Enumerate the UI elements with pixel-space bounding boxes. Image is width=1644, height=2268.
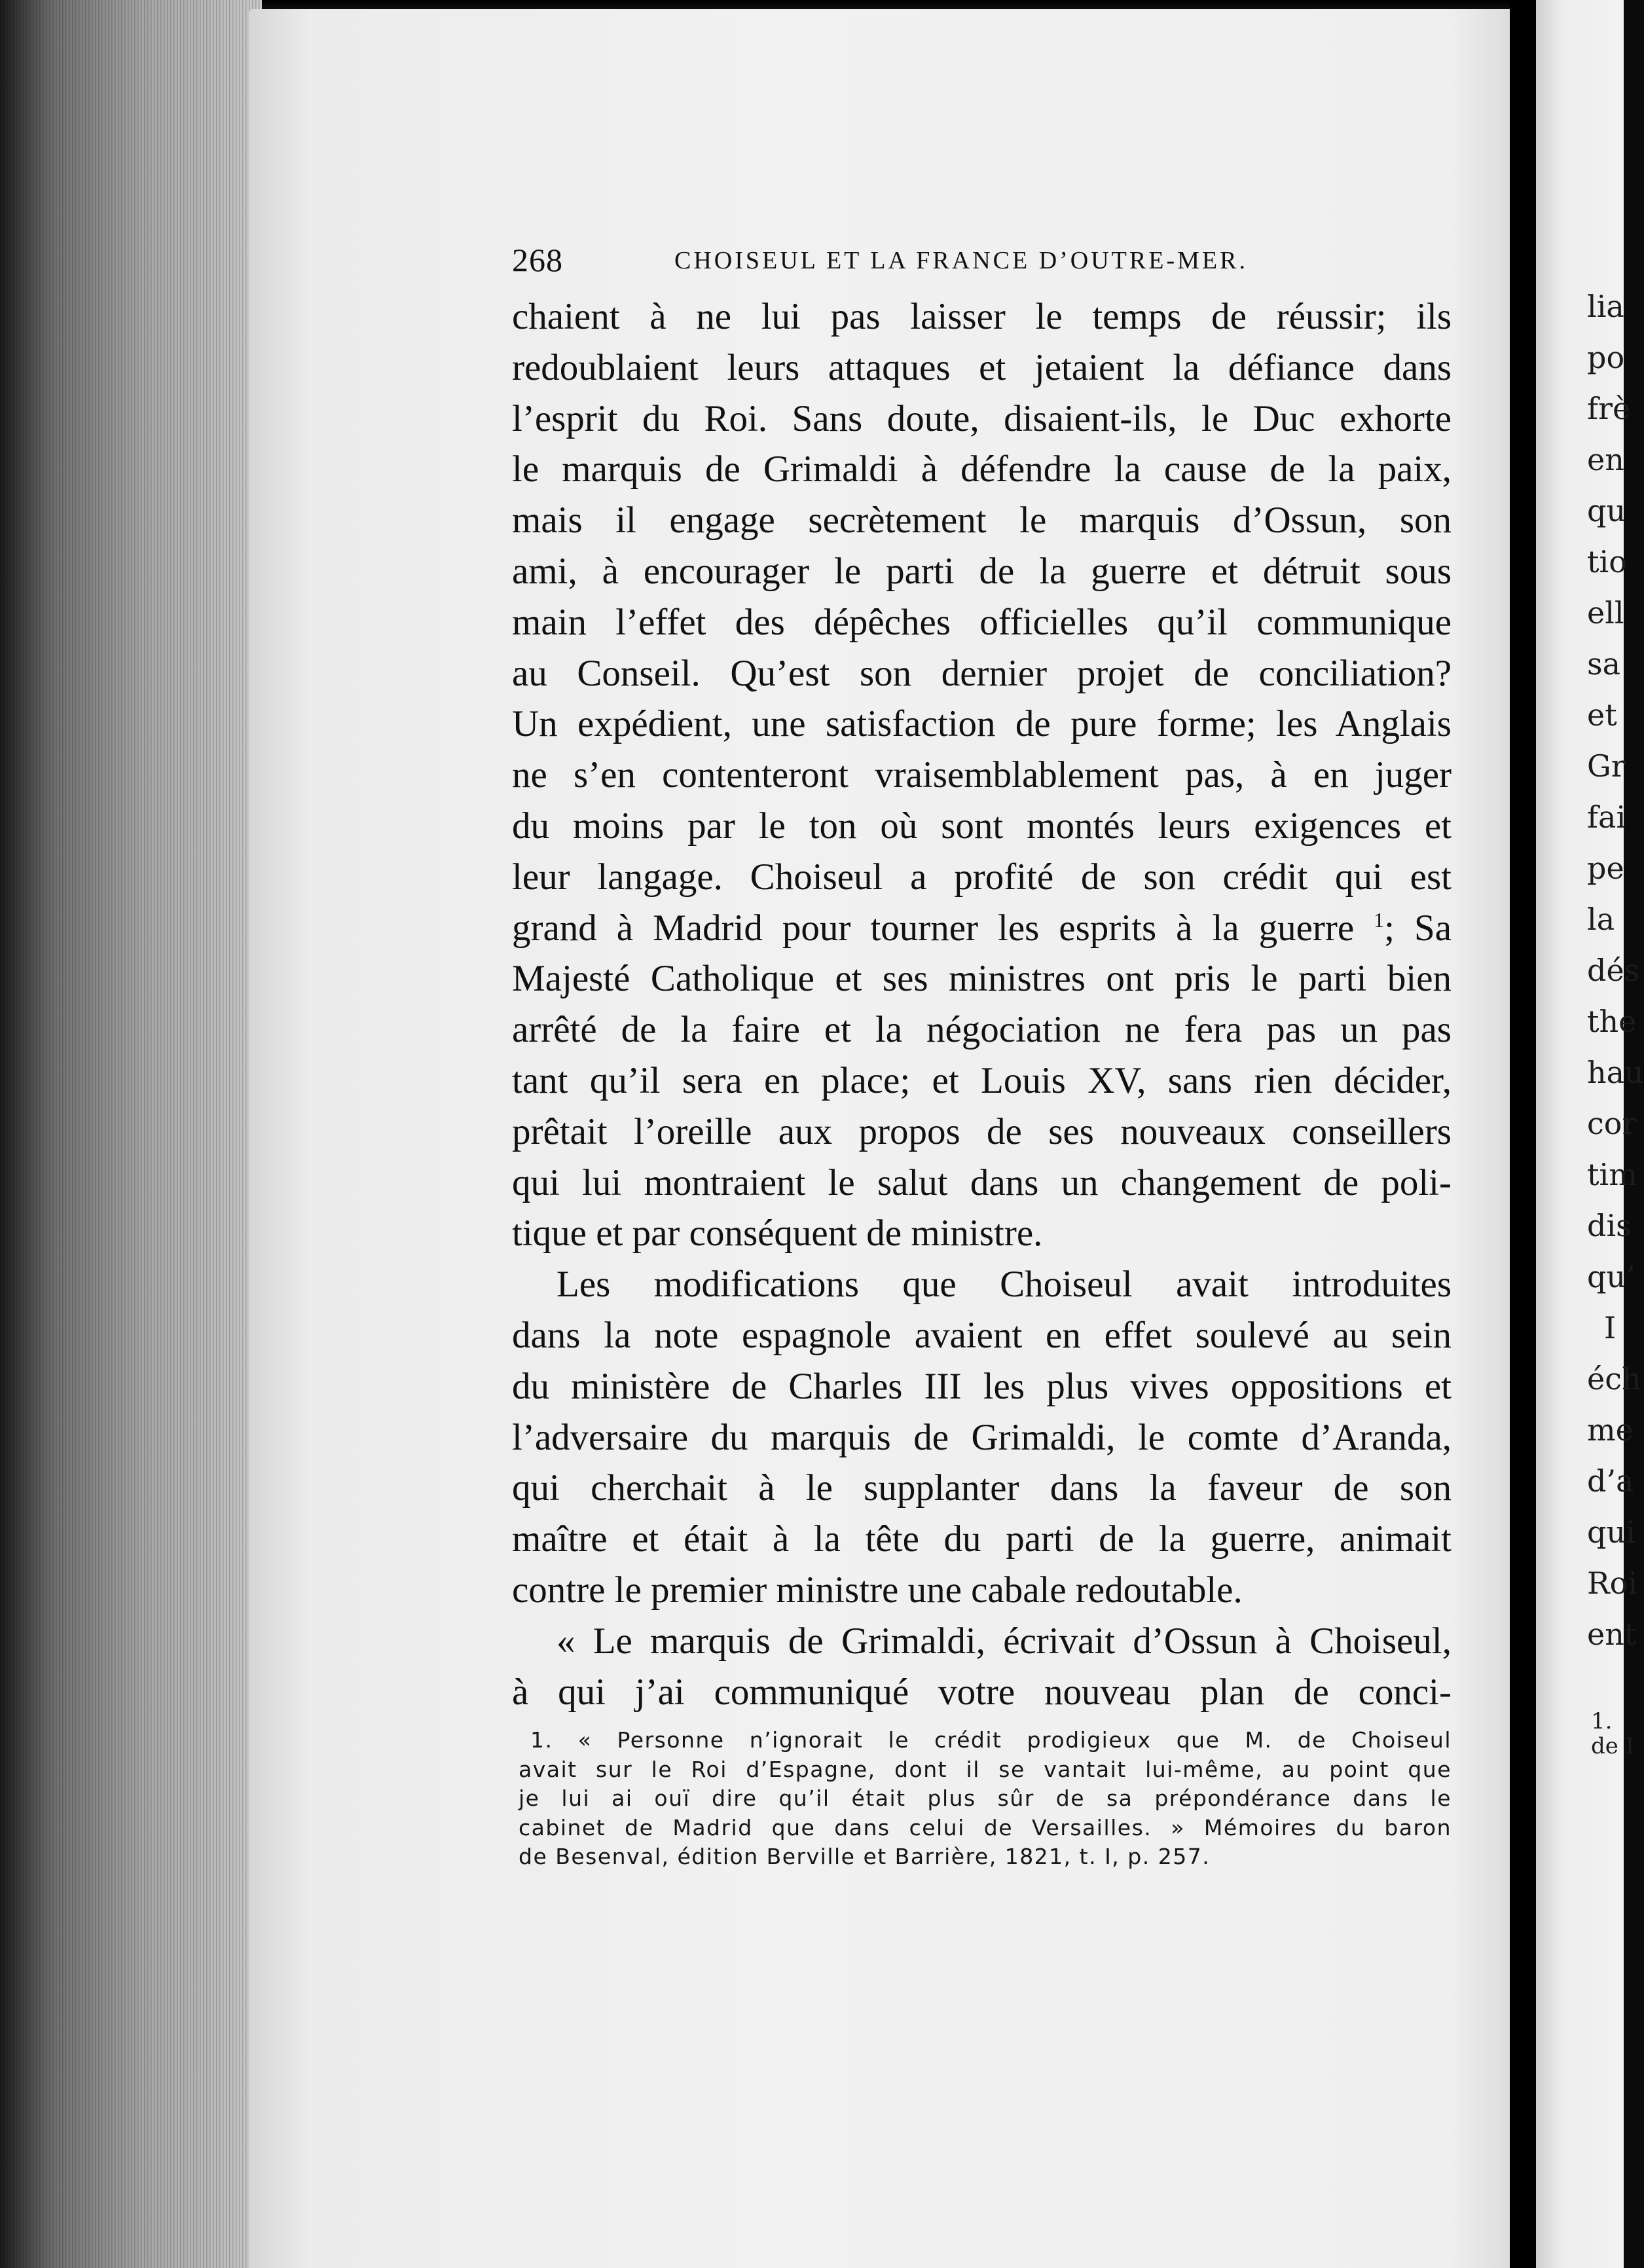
facing-page-fragment: tio [1587,544,1627,579]
text-line: tant qu’il sera en place; et Louis XV, sans rien décider, [512,1059,1452,1101]
facing-page-fragment: I [1604,1310,1617,1345]
facing-page-fragment: qu’ [1587,1259,1635,1294]
facing-page-fragment: sa [1587,646,1621,682]
text-line: redoublaient leurs attaques et jetaient la défiance dans [512,346,1452,388]
facing-page-fragment: the [1587,1004,1637,1039]
facing-page-fragment: en [1587,442,1624,477]
text-line: mais il engage secrètement le marquis d’Ossun, son [512,500,1452,541]
footnote [519,1726,1452,1872]
facing-page-fragment: me [1587,1412,1634,1448]
text-line: tique et par conséquent de ministre. [512,1213,1043,1254]
footnote-marker: 1 [1374,907,1385,932]
facing-page-fragment: qui [1587,1514,1635,1550]
text-line: à qui j’ai communiqué votre nouveau plan de conci- [512,1671,1452,1713]
text-line: contre le premier ministre une cabale redoutable. [512,1569,1243,1611]
facing-page-fragment: qu [1587,493,1626,528]
footnote-line: 1. « Personne n’ignorait le crédit prodigieux que M. de Choiseul [530,1727,1452,1753]
facing-page-fragment: ell [1587,595,1624,631]
text-line: qui cherchait à le supplanter dans la faveur de son [512,1467,1452,1509]
text-line: main l’effet des dépêches officielles qu’il communique [512,601,1452,643]
text-line: du moins par le ton où sont montés leurs exigences et [512,805,1452,847]
book-page-stack [0,0,262,2268]
text-line: au Conseil. Qu’est son dernier projet de conciliation? [512,652,1452,694]
text-line: l’adversaire du marquis de Grimaldi, le comte d’Aranda, [512,1416,1452,1458]
text-line: ne s’en contenteront vraisemblablement pas, à en juger [512,754,1452,796]
text-line: Un expédient, une satisfaction de pure forme; les Anglais [512,703,1452,745]
text-line: qui lui montraient le salut dans un changement de poli- [512,1161,1452,1203]
running-title: CHOISEUL ET LA FRANCE D’OUTRE-MER. [674,247,1248,274]
facing-page-fragment: et [1587,697,1617,733]
footnote-line: cabinet de Madrid que dans celui de Versailles. » Mémoires du baron [519,1814,1452,1840]
facing-page-fragment: éch [1587,1361,1641,1397]
text-line: le marquis de Grimaldi à défendre la cause de la paix, [512,448,1452,490]
facing-page-fragment: ent [1587,1617,1637,1652]
facing-page-fragment: frè [1587,391,1631,426]
text-line: « Le marquis de Grimaldi, écrivait d’Ossun à Choiseul, [557,1620,1452,1662]
text-line: chaient à ne lui pas laisser le temps de réussir; ils [512,296,1452,337]
footnote-line: avait sur le Roi d’Espagne, dont il se vantait lui-même, au point que [519,1756,1452,1782]
text-line: arrêté de la faire et la négociation ne fera pas un pas [512,1009,1452,1051]
text-line: Majesté Catholique et ses ministres ont pris le parti bien [512,958,1452,1000]
facing-page-edge [1536,0,1644,2268]
text-line: maître et était à la tête du parti de la guerre, animait [512,1518,1452,1560]
facing-page-fragment: lia [1587,289,1624,324]
text-segment: ; Sa [1384,907,1452,949]
facing-page-fragment: fai [1587,799,1626,835]
facing-page-fragment: d’a [1587,1463,1634,1499]
facing-page-fragment: cor [1587,1106,1637,1141]
text-line: du ministère de Charles III les plus vives oppositions et [512,1365,1452,1407]
footnote-line: de Besenval, édition Berville et Barrière, 1821, t. I, p. 257. [519,1844,1211,1869]
facing-page-fragment: pe [1587,850,1624,886]
text-line: dans la note espagnole avaient en effet soulevé au sein [512,1314,1452,1356]
facing-page-fragment: la [1587,902,1615,937]
running-header [512,241,1290,287]
book-gutter [1510,0,1536,2268]
text-line: Les modifications que Choiseul avait introduites [557,1264,1452,1306]
facing-page-fragment: po [1587,340,1625,375]
page-number: 268 [512,242,563,278]
facing-page-fragment: dis [1587,1208,1632,1243]
text-line-with-footnote-ref [512,903,1452,954]
facing-page-fragment: tim [1587,1157,1637,1192]
text-line: leur langage. Choiseul a profité de son crédit qui est [512,856,1452,898]
facing-page-fragment: dés [1587,953,1640,988]
facing-page-footnote-fragment: 1. [1591,1708,1613,1734]
text-line: prêtait l’oreille aux propos de ses nouveaux conseillers [512,1110,1452,1152]
footnote-line: je lui ai ouï dire qu’il était plus sûr de sa prépondérance dans le [519,1785,1452,1811]
text-segment: grand à Madrid pour tourner les esprits à la guerre [512,907,1355,949]
facing-page-fragment: hau [1587,1055,1644,1090]
text-line: l’esprit du Roi. Sans doute, disaient-ils, le Duc exhorte [512,397,1452,439]
body-text [512,291,1452,1717]
facing-page-footnote-fragment: de I [1591,1733,1635,1759]
text-line: ami, à encourager le parti de la guerre et détruit sous [512,550,1452,592]
facing-page-fragment: Roi [1587,1565,1638,1601]
facing-page-fragment: Gr [1587,748,1626,784]
